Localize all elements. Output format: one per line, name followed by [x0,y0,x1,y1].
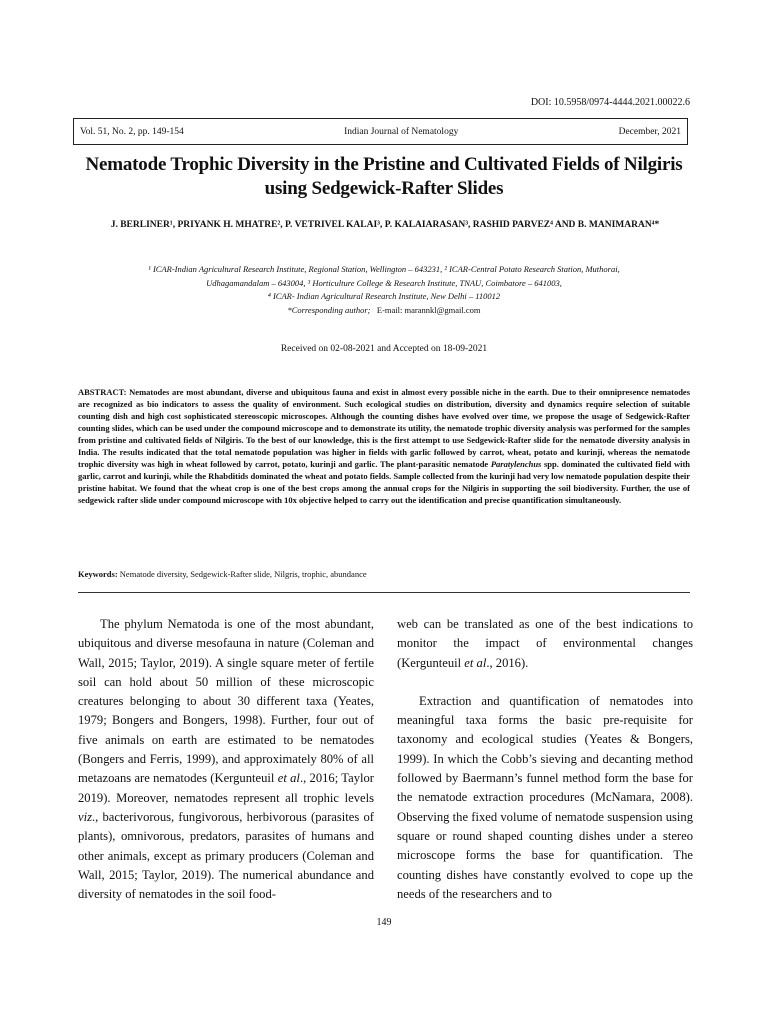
body-text: ., 2016; Taylor 2019). Moreover, nematodes represent all trophic levels [78,771,374,805]
body-text: web can be translated as one of the best indications to monitor the impact of environmental changes (Kergunteuil [397,617,693,670]
volume-info: Vol. 51, No. 2, pp. 149-154 [80,126,184,137]
body-column-right [397,615,693,904]
body-paragraph [78,615,374,904]
affiliations [75,263,693,317]
body-paragraph [397,615,693,673]
affiliation-line-1: ¹ ICAR-Indian Agricultural Research Institute, Regional Station, Wellington – 643231, ² ICAR-Central Potato Research Station, Muthorai, [148,264,620,274]
abstract [78,386,690,506]
abstract-genus: Paratylenchus [490,459,542,470]
author-email: E-mail: marannkl@gmail.com [376,304,481,315]
body-text: ., 2016). [486,655,529,670]
corresponding-label: *Corresponding author; [287,304,371,315]
section-divider [78,592,690,593]
body-text: The phylum Nematoda is one of the most abundant, ubiquitous and diverse mesofauna in nature (Coleman and Wall, 2015; Taylor, 2019). A single square meter of fertile soil can hold about 50 million of these microscopic creatures belonging to about 30 different taxa (Yeates, 1979; Bongers and Bongers, 1998). Further, four out of five animals on earth are estimated to be nematodes (Bongers and Ferris, 1999), and approximately 80% of all metazoans are nematodes (Kergunteuil [78,617,374,786]
body-text-italic: et al [464,655,487,670]
affiliation-line-3: ⁴ ICAR- Indian Agricultural Research Institute, New Delhi – 110012 [267,291,501,301]
affiliation-line-2: Udhagamandalam – 643004, ³ Horticulture College & Research Institute, TNAU, Coimbatore – 641003, [206,277,562,288]
keywords-text: Nematode diversity, Sedgewick-Rafter slide, Nilgris, trophic, abundance [119,569,367,579]
doi-line: DOI: 10.5958/0974-4444.2021.00022.6 [530,97,690,108]
corresponding-author [75,304,693,318]
paper-title: Nematode Trophic Diversity in the Pristine and Cultivated Fields of Nilgiris using Sedgewick-Rafter Slides [85,154,683,199]
keywords-label: Keywords: [78,569,118,579]
author-list: J. BERLINER¹, PRIYANK H. MHATRE², P. VETRIVEL KALAI³, P. KALAIARASAN³, RASHID PARVEZ⁴ AND B. MANIMARAN⁴* [110,220,660,230]
abstract-text-a: Nematodes are most abundant, diverse and ubiquitous fauna and exist in almost every possible niche in the earth. Due to their omnipresence nematodes are recognized as bio indicators to assess the quality of environment. Such ecological studies on distribution, diversity and dynamics require selection of suitable counting dish and high cost sophisticated stereoscopic microscopes. Although the counting dishes have evolved over time, we propose the usage of Sedgewick-Rafter counting slides, which can be used under the compound microscope and to demonstrate its utility, the nematode trophic diversity analysis was performed for the samples from pristine and cultivated fields of Nilgiris. To the best of our knowledge, this is the first attempt to use Sedgewick-Rafter slide for the nematode diversity analysis in India. The results indicated that the total nematode population was higher in fields with garlic followed by carrot, wheat, potato and kurinji, whereas the nematode trophic diversity was high in wheat followed by carrot, potato, kurinji and garlic. The plant-parasitic nematode [78,387,691,470]
received-dates: Received on 02-08-2021 and Accepted on 18-09-2021 [280,344,488,354]
abstract-label: ABSTRACT: [78,387,127,397]
journal-name: Indian Journal of Nematology [344,126,459,137]
journal-header [73,118,688,145]
body-text-italic: viz [78,809,92,824]
abstract-text-b: spp. dominated the cultivated field with garlic, carrot and kurinji, while the Rhabditids dominated the wheat and potato fields. Sample collected from the kurinji had very low nematode population despite their pristine habitat. We found that the wheat crop is one of the best crops among the annual crops for the Nilgiris in supporting the soil biodiversity. Further, the use of sedgewick rafter slide under compound microscope with 10x objective helped to carry out the identification and precise quantification simultaneously. [78,459,691,506]
body-text: ., bacterivorous, fungivorous, herbivorous (parasites of plants), omnivorous, predators, parasites of humans and other animals, except as primary producers (Coleman and Wall, 2015; Taylor, 2019). The numerical abundance and diversity of nematodes in the soil food- [78,809,374,902]
body-column-left [78,615,374,904]
issue-date: December, 2021 [618,126,681,137]
keywords [78,569,690,579]
body-text-italic: et al [277,771,300,786]
body-paragraph: Extraction and quantification of nematodes into meaningful taxa forms the basic pre-requisite for taxonomy and ecological studies (Yeates & Bongers, 1999). In which the Cobb’s sieving and decanting method followed by Baermann’s funnel method form the base for the nematode extraction procedures (McNamara, 2008). Observing the fixed volume of nematode suspension using square or round shaped counting dishes under a stereo microscope forms the base for quantification. The counting dishes have constantly evolved to cope up the needs of the researchers and to [397,693,693,901]
page-number: 149 [376,917,392,928]
